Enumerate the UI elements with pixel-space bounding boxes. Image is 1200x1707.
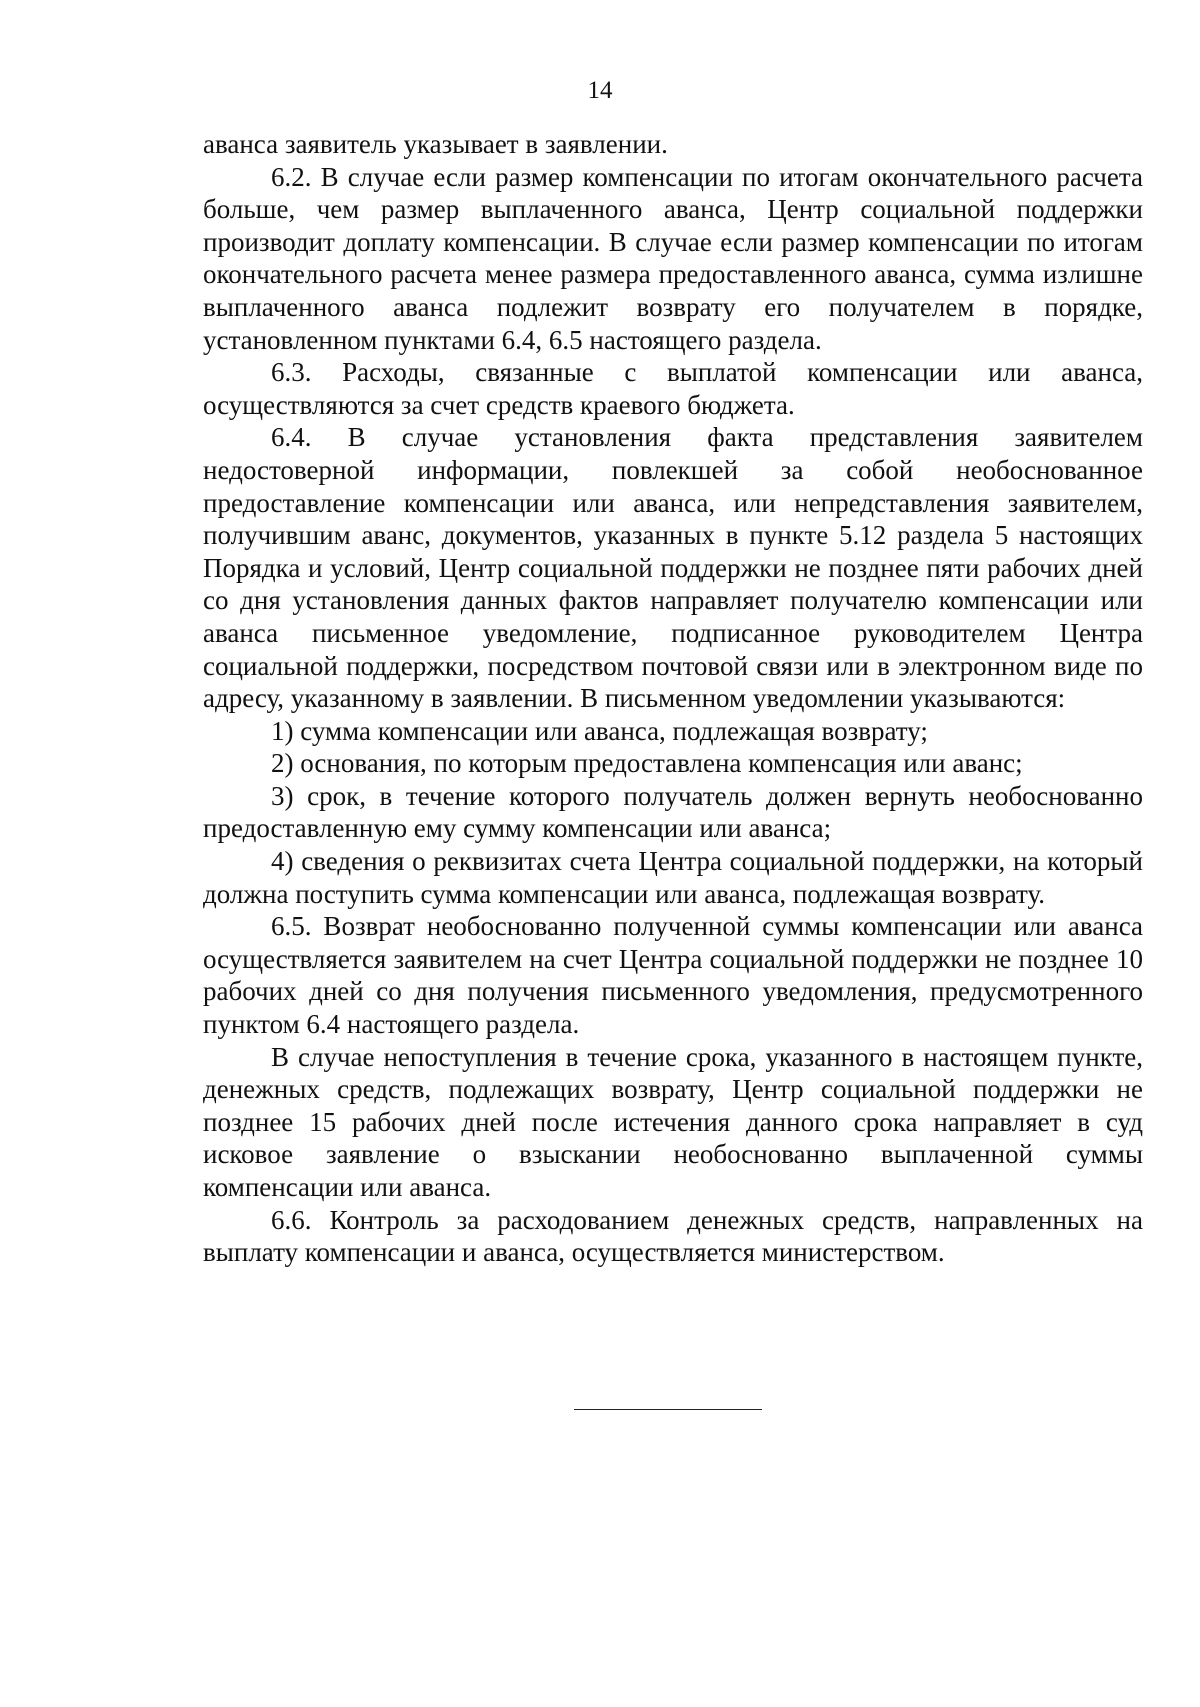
paragraph-continuation: аванса заявитель указывает в заявлении. — [203, 129, 668, 159]
list-item-4: 4) сведения о реквизитах счета Центра социальной поддержки, на который должна поступить сумма компенсации или аванса, подлежащая возврату. — [203, 846, 1143, 909]
paragraph-6-5: 6.5. Возврат необоснованно полученной суммы компенсации или аванса осуществляется заявителем на счет Центра социальной поддержки не позднее 10 рабочих дней со дня получения письменного уведомления, предусмотренного пунктом 6.4 настоящего раздела. — [203, 911, 1143, 1040]
list-item-3: 3) срок, в течение которого получатель должен вернуть необоснованно предоставленную ему сумму компенсации или аванса; — [203, 780, 1143, 844]
list-item-2: 2) основания, по которым предоставлена компенсация или аванс; — [271, 748, 1023, 779]
page-number: 14 — [587, 77, 613, 104]
paragraph-6-3: 6.3. Расходы, связанные с выплатой компенсации или аванса, осуществляются за счет средств краевого бюджета. — [203, 357, 1143, 420]
paragraph-6-6: 6.6. Контроль за расходованием денежных средств, направленных на выплату компенсации и аванса, осуществляется министерством. — [203, 1204, 1143, 1268]
paragraph-6-2: 6.2. В случае если размер компенсации по итогам окончательного расчета больше, чем размер выплаченного аванса, Центр социальной поддержки производит доплату компенсации. В случае если размер компенсации по итогам окончательного расчета менее размера предоставленного аванса, сумма излишне выплаченного аванса подлежит возврату его получателем в порядке, установленном пунктами 6.4, 6.5 настоящего раздела. — [203, 161, 1143, 355]
list-item-1: 1) сумма компенсации или аванса, подлежащая возврату; — [271, 715, 928, 746]
document-body — [203, 128, 1143, 1269]
paragraph-6-5-continued: В случае непоступления в течение срока, указанного в настоящем пункте, денежных средств, подлежащих возврату, Центр социальной поддержки не позднее 15 рабочих дней после истечения данного срока направляет в суд исковое заявление о взыскании необоснованно выплаченной суммы компенсации или аванса. — [203, 1041, 1143, 1202]
paragraph-6-4: 6.4. В случае установления факта представления заявителем недостоверной информации, повлекшей за собой необоснованное предоставление компенсации или аванса, или непредставления заявителем, получившим аванс, документов, указанных в пункте 5.12 раздела 5 настоящих Порядка и условий, Центр социальной поддержки не позднее пяти рабочих дней со дня установления данных фактов направляет получателю компенсации или аванса письменное уведомление, подписанное руководителем Центра социальной поддержки, посредством почтовой связи или в электронном виде по адресу, указанному в заявлении. В письменном уведомлении указываются: — [203, 422, 1143, 714]
end-of-document-rule — [574, 1409, 762, 1410]
